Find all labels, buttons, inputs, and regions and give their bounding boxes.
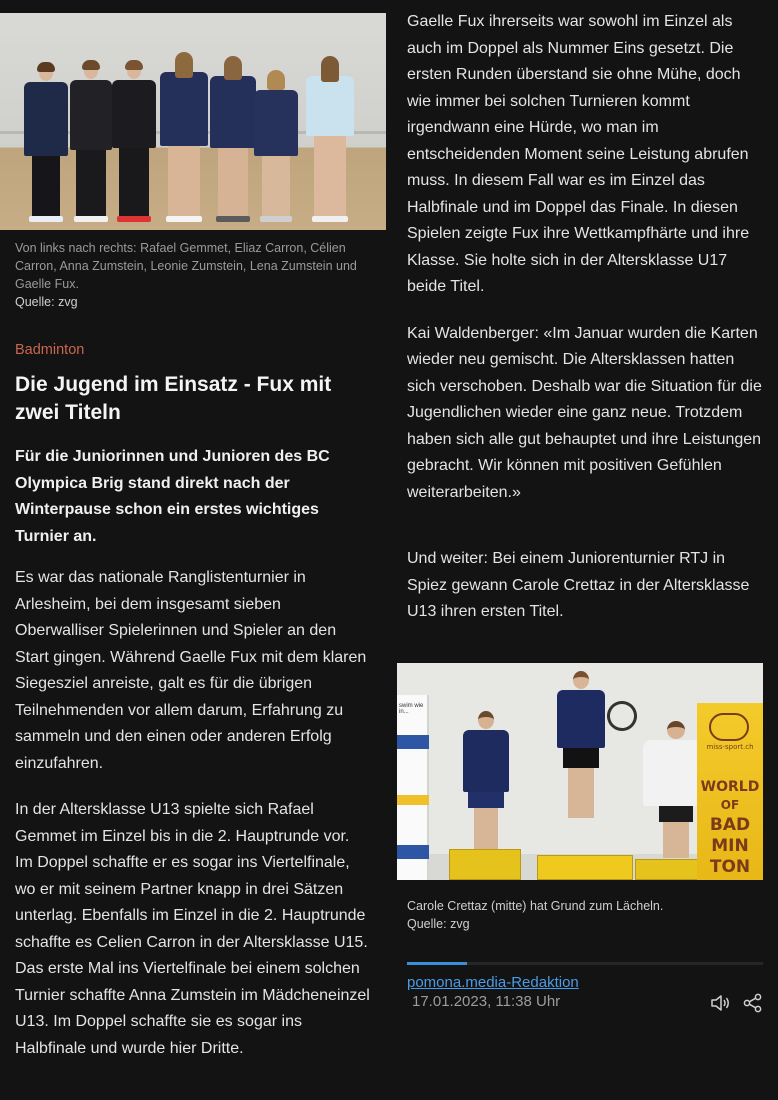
audio-icon[interactable] (709, 992, 731, 1014)
article-category[interactable]: Badminton (15, 342, 85, 358)
athlete-middle (557, 671, 605, 818)
racket-icon (602, 696, 643, 737)
paragraph: Es war das nationale Ranglistenturnier in Arlesheim, bei dem insgesamt sieben Oberwalliser Spielerinnen und Spieler an den Start gingen. Während Gaelle Fux mit dem klaren Siegesziel anreiste, galt es für die übrigen Teilnehmenden vor allem darum, Erfahrung zu sammeln und den einen oder anderen Erfolg einzufahren. (15, 569, 367, 772)
banner-brand: miss-sport.ch (706, 743, 754, 751)
left-body (15, 565, 371, 1062)
player-figure (254, 73, 298, 222)
player-figure (160, 55, 208, 222)
brand-logo (709, 713, 749, 741)
paragraph: Kai Waldenberger: «Im Januar wurden die Karten wieder neu gemischt. Die Altersklassen hatten sich verschoben. Deshalb war die Situation für die Jugendlichen wieder eine ganz neue. Trotzdem haben sich alle gut behauptet und ihre Leistungen gebracht. Wir können mit positiven Gefühlen weiterarbeiten.» (407, 324, 762, 501)
article-lead: Für die Juniorinnen und Junioren des BC Olympica Brig stand direkt nach der Winterpause schon ein erstes wichtiges Turnier an. (15, 448, 330, 545)
right-body (407, 9, 765, 626)
banner-right (697, 703, 763, 880)
banner-line: BAD (709, 815, 751, 835)
banner-left (397, 695, 429, 880)
author-divider (407, 962, 763, 965)
photo1-source: Quelle: zvg (15, 295, 78, 309)
publish-date: 17.01.2023, 11:38 Uhr (412, 993, 561, 1010)
article-headline: Die Jugend im Einsatz - Fux mit zwei Titeln (15, 373, 332, 424)
banner-line: WORLD (700, 779, 760, 795)
author-link[interactable]: pomona.media-Redaktion (407, 974, 579, 991)
player-figure (70, 63, 112, 222)
photo1-caption-block (15, 239, 375, 311)
photo1-caption: Von links nach rechts: Rafael Gemmet, Eliaz Carron, Célien Carron, Anna Zumstein, Leonie Zumstein, Lena Zumstein und Gaelle Fux. (15, 241, 357, 291)
photo2-caption-block (407, 897, 763, 933)
player-figure (24, 65, 68, 222)
player-figure (210, 59, 256, 222)
share-icon[interactable] (742, 992, 764, 1014)
banner-line: MIN (711, 836, 749, 856)
player-figure (112, 63, 156, 222)
athlete-left (463, 711, 509, 854)
team-photo (0, 13, 386, 230)
photo2-source: Quelle: zvg (407, 917, 470, 931)
paragraph: Und weiter: Bei einem Juniorenturnier RTJ in Spiez gewann Carole Crettaz in der Altersklasse U13 ihren ersten Titel. (407, 550, 750, 620)
banner-line: OF (720, 798, 740, 812)
paragraph: Gaelle Fux ihrerseits war sowohl im Einzel als auch im Doppel als Nummer Eins gesetzt. Die ersten Runden überstand sie ohne Mühe, doch wie immer bei solchen Turnieren kommt irgendwann eine Hürde, wo man im entscheidenden Moment seine Leistung abrufen muss. In diesem Fall war es im Einzel das Halbfinale und im Doppel das Finale. In diesen Spielen zeigte Fux ihre Wettkampfhärte und ihre Klasse. Sie holte sich in der Altersklasse U17 beide Titel. (407, 13, 750, 295)
podium-photo (397, 663, 763, 880)
banner-line: TON (709, 857, 751, 877)
player-figure (306, 59, 354, 222)
banner-left-text: swim wie in... (399, 703, 424, 715)
photo2-caption: Carole Crettaz (mitte) hat Grund zum Lächeln. (407, 899, 664, 913)
paragraph: In der Altersklasse U13 spielte sich Rafael Gemmet im Einzel bis in die 2. Hauptrunde vor. Im Doppel schaffte er es sogar ins Viertelfinale, wo er mit seinem Partner knapp in drei Sätzen unterlag. Ebenfalls im Einzel in die 2. Hauptrunde schaffte es Celien Carron in der Altersklasse U15. Das erste Mal ins Viertelfinale bei einem solchen Turnier schaffte Anna Zumstein im Mädcheneinzel U13. Im Doppel schaffte sie es sogar ins Halbfinale und wurde hier Dritte. (15, 801, 370, 1057)
